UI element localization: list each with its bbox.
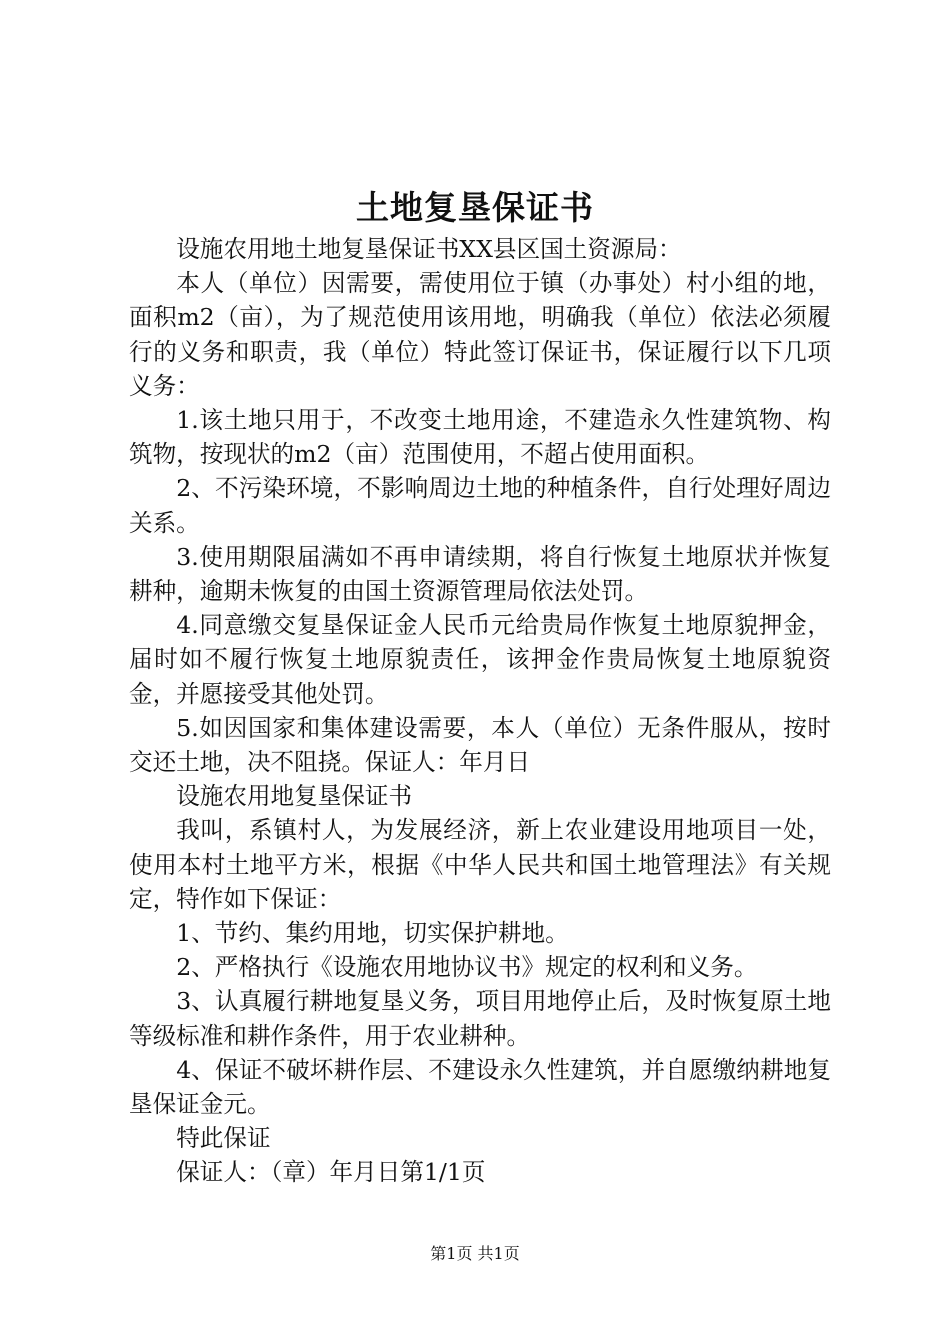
closing-statement: 特此保证 — [176, 1124, 271, 1153]
obligation-4: 4.同意缴交复垦保证金人民币元给贵局作恢复土地原貌押金，届时如不履行恢复土地原貌责任，该押金作贵局恢复土地原貌资金，并愿接受其他处罚。 — [129, 611, 831, 708]
obligation-5: 5.如因国家和集体建设需要，本人（单位）无条件服从，按时交还土地，决不阻挠。保证人：年月日 — [129, 713, 831, 777]
obligation-2: 2、不污染环境，不影响周边土地的种植条件，自行处理好周边关系。 — [129, 474, 831, 537]
obligation-3: 3.使用期限届满如不再申请续期，将自行恢复土地原状并恢复耕种，逾期未恢复的由国土资源管理局依法处罚。 — [129, 542, 831, 606]
guarantee-1: 1、节约、集约用地，切实保护耕地。 — [176, 919, 569, 948]
guarantee-2: 2、严格执行《设施农用地协议书》规定的权利和义务。 — [176, 953, 758, 982]
page-footer: 第1页 共1页 — [430, 1244, 520, 1263]
obligation-1: 1.该土地只用于，不改变土地用途，不建造永久性建筑物、构筑物，按现状的m2（亩）范围使用，不超占使用面积。 — [129, 406, 831, 469]
salutation: 设施农用地土地复垦保证书XX县区国土资源局： — [176, 235, 682, 263]
document-title: 土地复垦保证书 — [356, 188, 594, 227]
second-heading: 设施农用地复垦保证书 — [176, 782, 413, 811]
guarantee-3: 3、认真履行耕地复垦义务，项目用地停止后，及时恢复原土地等级标准和耕作条件，用于农业耕种。 — [129, 987, 831, 1050]
second-intro-paragraph: 我叫，系镇村人，为发展经济，新上农业建设用地项目一处，使用本村土地平方米，根据《中华人民共和国土地管理法》有关规定，特作如下保证： — [129, 816, 831, 913]
signature-line: 保证人：（章）年月日第1/1页 — [176, 1158, 486, 1187]
intro-paragraph: 本人（单位）因需要，需使用位于镇（办事处）村小组的地，面积m2（亩），为了规范使用该用地，明确我（单位）依法必须履行的义务和职责，我（单位）特此签订保证书，保证履行以下几项义务： — [129, 269, 831, 400]
guarantee-4: 4、保证不破坏耕作层、不建设永久性建筑，并自愿缴纳耕地复垦保证金元。 — [129, 1055, 831, 1119]
document-body — [129, 232, 831, 1190]
